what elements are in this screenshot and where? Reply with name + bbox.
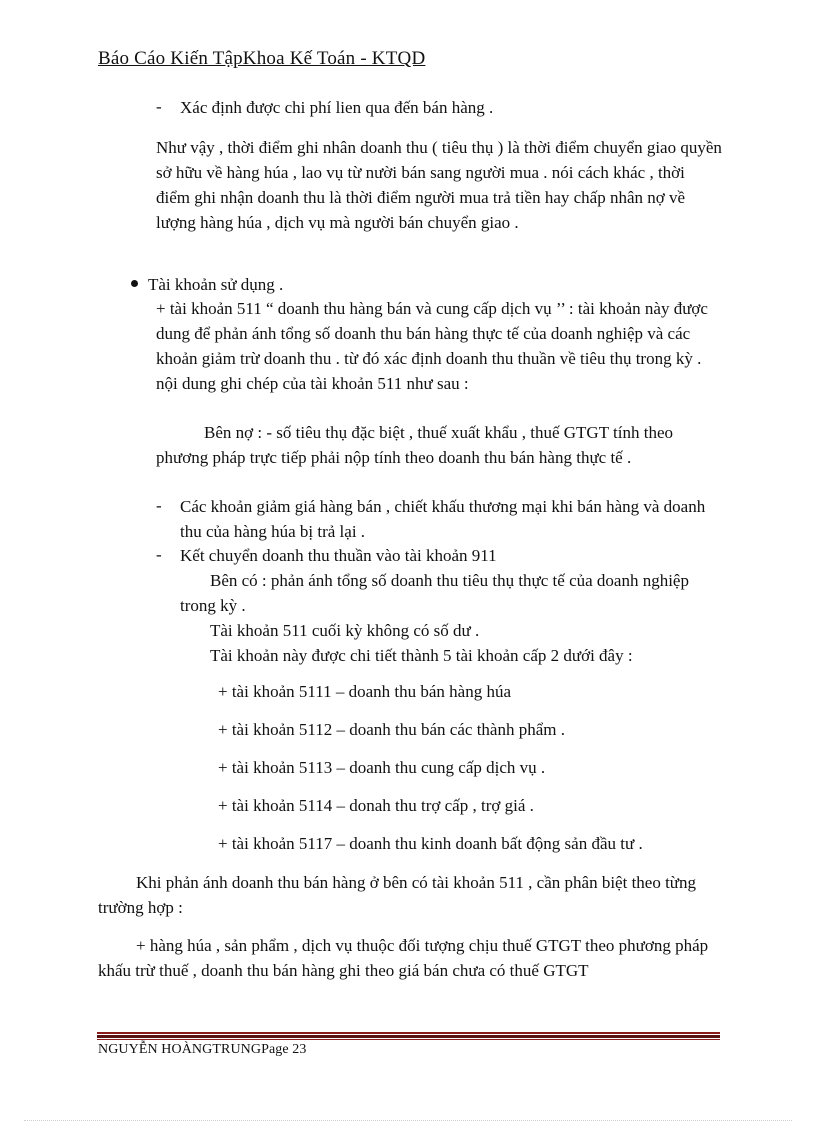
paragraph: Bên có : phản ánh tổng số doanh thu tiêu thụ thực tế của doanh nghiệp trong kỳ . [180,571,689,615]
list-dash: - [156,97,162,116]
page-footer: NGUYỄN HOÀNGTRUNGPage 23 [98,1042,307,1057]
page-edge-divider [24,1120,792,1121]
list-item: + tài khoản 5113 – doanh thu cung cấp dịch vụ . [218,758,546,777]
paragraph: Như vậy , thời điểm ghi nhân doanh thu ( tiêu thụ ) là thời điểm chuyển giao quyền sở hữu về hàng húa , lao vụ từ nười bán sang người mua . nói cách khác , thời điểm ghi nhận doanh thu là thời điểm người mua trả tiền hay chấp nhân nợ về lượng hàng húa , dịch vụ mà người bán chuyển giao . [156,138,722,232]
footer-rule [97,1035,720,1038]
list-item: Xác định được chi phí lien qua đến bán hàng . [180,98,494,117]
list-item: + tài khoản 5111 – doanh thu bán hàng húa [218,682,512,701]
paragraph: Khi phản ánh doanh thu bán hàng ở bên có tài khoản 511 , cần phân biệt theo từng trường hợp : [98,873,697,917]
paragraph: Tài khoản 511 cuối kỳ không có số dư . [210,621,480,640]
page-header: Báo Cáo Kiến TậpKhoa Kế Toán - KTQD [98,48,426,69]
footer-rule [97,1039,720,1040]
list-item: + tài khoản 5114 – donah thu trợ cấp , trợ giá . [218,796,534,815]
list-item: + tài khoản 5117 – doanh thu kinh doanh bất động sản đầu tư . [218,834,643,853]
list-item: + tài khoản 5112 – doanh thu bán các thành phẩm . [218,720,565,739]
footer-rule [97,1032,720,1034]
bullet-icon [131,280,138,287]
paragraph: Tài khoản này được chi tiết thành 5 tài khoản cấp 2 dưới đây : [210,646,633,665]
paragraph: + tài khoản 511 “ doanh thu hàng bán và cung cấp dịch vụ ’’ : tài khoản này được dung để phản ánh tổng số doanh thu bán hàng thực tế của doanh nghiệp và các khoản giảm trừ doanh thu . từ đó xác định doanh thu thuần về tiêu thụ trong kỳ . nội dung ghi chép của tài khoản 511 như sau : [156,299,708,393]
list-item: Các khoản giảm giá hàng bán , chiết khấu thương mại khi bán hàng và doanh thu của hàng húa bị trả lại . [180,497,706,541]
list-dash: - [156,545,162,564]
section-title: Tài khoản sử dụng . [148,275,284,294]
paragraph: Bên nợ : - số tiêu thụ đặc biệt , thuế xuất khẩu , thuế GTGT tính theo phương pháp trực tiếp phải nộp tính theo doanh thu bán hàng thực tế . [156,423,674,467]
paragraph: + hàng húa , sản phẩm , dịch vụ thuộc đối tượng chịu thuế GTGT theo phương pháp khấu trừ thuế , doanh thu bán hàng ghi theo giá bán chưa có thuế GTGT [98,936,709,980]
list-item: Kết chuyển doanh thu thuần vào tài khoản 911 [180,546,497,565]
list-dash: - [156,496,162,515]
